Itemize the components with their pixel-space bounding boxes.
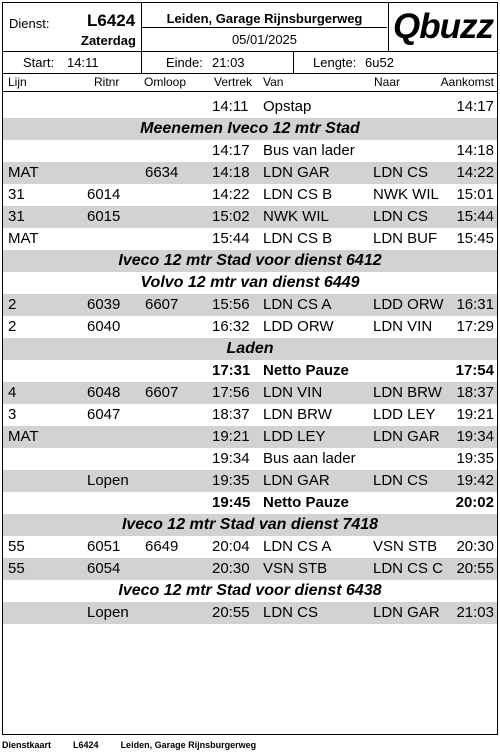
cell-van: LDN GAR [263, 472, 330, 489]
cell-van: LDD ORW [263, 318, 334, 335]
cell-van: Opstap [263, 98, 312, 115]
footer-garage: Leiden, Garage Rijnsburgerweg [120, 740, 257, 750]
col-van: Van [263, 75, 284, 89]
footer-card-label: Dienstkaart [2, 740, 52, 750]
info-divider [293, 51, 294, 73]
card-header [3, 3, 497, 52]
col-aankomst: Aankomst [440, 75, 494, 89]
cell-vertrek: 20:30 [212, 560, 250, 577]
einde-time: 21:03 [212, 55, 245, 70]
cell-ritnr: 6014 [87, 186, 121, 203]
cell-ritnr: 6051 [87, 538, 121, 555]
cell-lijn: 31 [8, 186, 25, 203]
start-label: Start: [23, 55, 55, 70]
section-title: Iveco 12 mtr Stad voor dienst 6438 [118, 582, 382, 599]
cell-van: Bus aan lader [263, 450, 356, 467]
cell-naar: VSN STB [373, 538, 438, 555]
cell-aankomst: 15:44 [456, 208, 494, 225]
cell-vertrek: 14:17 [212, 142, 250, 159]
cell-vertrek: 17:31 [212, 362, 251, 379]
cell-vertrek: 18:37 [212, 406, 250, 423]
cell-naar: LDN BUF [373, 230, 438, 247]
section-title: Meenemen Iveco 12 mtr Stad [140, 120, 360, 137]
cell-aankomst: 16:31 [456, 296, 494, 313]
cell-aankomst: 19:35 [456, 450, 494, 467]
cell-van: LDN GAR [263, 164, 330, 181]
trip-row [3, 382, 497, 404]
cell-naar: LDD ORW [373, 296, 444, 313]
cell-vertrek: 19:34 [212, 450, 250, 467]
page-footer [2, 740, 278, 750]
cell-vertrek: 15:44 [212, 230, 250, 247]
section-header [3, 272, 497, 294]
cell-naar: LDN BRW [373, 384, 442, 401]
dienst-code: L6424 [87, 11, 136, 30]
trip-list [3, 96, 497, 624]
garage-name: Leiden, Garage Rijnsburgerweg [166, 11, 363, 26]
trip-row [3, 140, 497, 162]
cell-ritnr: 6039 [87, 296, 121, 313]
cell-aankomst: 19:42 [456, 472, 494, 489]
cell-lijn: MAT [8, 164, 39, 181]
pause-row [3, 360, 497, 382]
cell-vertrek: 15:02 [212, 208, 250, 225]
cell-van: LDN CS A [263, 538, 332, 555]
einde-label: Einde: [166, 55, 203, 70]
start-time: 14:11 [67, 55, 99, 70]
cell-ritnr: 6015 [87, 208, 121, 225]
cell-omloop: 6634 [145, 164, 179, 181]
cell-naar: LDN VIN [373, 318, 433, 335]
cell-lijn: 31 [8, 208, 25, 225]
cell-vertrek: 19:35 [212, 472, 250, 489]
cell-naar: LDD LEY [373, 406, 436, 423]
trip-row [3, 558, 497, 580]
header-divider [142, 27, 387, 28]
section-header [3, 338, 497, 360]
section-header [3, 118, 497, 140]
qbuzz-logo: Qbuzz [393, 7, 493, 46]
cell-vertrek: 17:56 [212, 384, 250, 401]
cell-omloop: 6607 [145, 296, 179, 313]
cell-van: Netto Pauze [263, 494, 349, 511]
section-header [3, 514, 497, 536]
trip-row [3, 426, 497, 448]
cell-van: Netto Pauze [263, 362, 349, 379]
info-divider [141, 51, 142, 73]
cell-lijn: 3 [8, 406, 17, 423]
dienst-label: Dienst: [9, 16, 50, 31]
cell-aankomst: 14:17 [456, 98, 494, 115]
trip-row [3, 316, 497, 338]
service-date: 05/01/2025 [231, 32, 298, 47]
section-title: Iveco 12 mtr Stad van dienst 7418 [121, 516, 379, 533]
cell-vertrek: 14:18 [212, 164, 250, 181]
cell-aankomst: 19:34 [456, 428, 494, 445]
lengte-value: 6u52 [365, 55, 394, 70]
cell-aankomst: 17:29 [456, 318, 494, 335]
cell-van: LDN CS B [263, 230, 333, 247]
trip-row [3, 228, 497, 250]
cell-van: LDD LEY [263, 428, 326, 445]
cell-lijn: MAT [8, 428, 39, 445]
cell-aankomst: 18:37 [456, 384, 494, 401]
trip-row [3, 602, 497, 624]
trip-row [3, 96, 497, 118]
cell-lijn: 55 [8, 538, 25, 555]
cell-van: LDN CS [263, 604, 319, 621]
section-title: Iveco 12 mtr Stad voor dienst 6412 [118, 252, 382, 269]
cell-aankomst: 20:02 [455, 494, 494, 511]
cell-vertrek: 20:55 [212, 604, 250, 621]
section-header [3, 580, 497, 602]
cell-naar: LDN GAR [373, 428, 440, 445]
col-naar: Naar [374, 75, 401, 89]
cell-van: NWK WIL [263, 208, 329, 225]
trip-row [3, 470, 497, 492]
section-header [3, 250, 497, 272]
col-ritnr: Ritnr [94, 75, 120, 89]
lengte-label: Lengte: [313, 55, 357, 70]
dienst-day: Zaterdag [81, 33, 136, 48]
duty-info-bar [3, 51, 497, 74]
cell-naar: LDN CS C [373, 560, 444, 577]
cell-van: VSN STB [263, 560, 328, 577]
cell-aankomst: 20:55 [456, 560, 494, 577]
cell-omloop: 6607 [145, 384, 179, 401]
cell-vertrek: 19:45 [212, 494, 251, 511]
trip-row [3, 294, 497, 316]
cell-vertrek: 15:56 [212, 296, 250, 313]
cell-omloop: 6649 [145, 538, 179, 555]
cell-ritnr: Lopen [87, 472, 129, 489]
trip-row [3, 206, 497, 228]
trip-row [3, 448, 497, 470]
cell-aankomst: 21:03 [456, 604, 494, 621]
cell-vertrek: 14:11 [212, 98, 249, 115]
cell-aankomst: 14:18 [456, 142, 494, 159]
pause-row [3, 492, 497, 514]
cell-ritnr: Lopen [87, 604, 129, 621]
cell-van: Bus van lader [263, 142, 355, 159]
section-title: Laden [226, 340, 274, 357]
trip-row [3, 162, 497, 184]
cell-vertrek: 20:04 [212, 538, 250, 555]
cell-aankomst: 14:22 [456, 164, 494, 181]
section-title: Volvo 12 mtr van dienst 6449 [140, 274, 360, 291]
cell-naar: LDN CS [373, 208, 429, 225]
cell-van: LDN CS A [263, 296, 332, 313]
cell-aankomst: 20:30 [456, 538, 494, 555]
cell-van: LDN BRW [263, 406, 332, 423]
trip-row [3, 404, 497, 426]
cell-naar: LDN CS [373, 164, 429, 181]
cell-lijn: 2 [8, 318, 17, 335]
cell-aankomst: 17:54 [455, 362, 494, 379]
trip-row [3, 184, 497, 206]
cell-lijn: 4 [8, 384, 17, 401]
cell-naar: LDN CS [373, 472, 429, 489]
cell-naar: NWK WIL [373, 186, 439, 203]
cell-aankomst: 15:45 [456, 230, 494, 247]
cell-ritnr: 6048 [87, 384, 121, 401]
cell-vertrek: 14:22 [212, 186, 250, 203]
cell-aankomst: 15:01 [456, 186, 494, 203]
col-lijn: Lijn [8, 75, 27, 89]
footer-code: L6424 [73, 740, 99, 750]
cell-lijn: 2 [8, 296, 17, 313]
trip-row [3, 536, 497, 558]
cell-lijn: 55 [8, 560, 25, 577]
cell-lijn: MAT [8, 230, 39, 247]
duty-card [2, 2, 498, 735]
cell-van: LDN CS B [263, 186, 333, 203]
cell-ritnr: 6040 [87, 318, 121, 335]
cell-vertrek: 16:32 [212, 318, 250, 335]
col-omloop: Omloop [144, 75, 187, 89]
cell-aankomst: 19:21 [456, 406, 494, 423]
column-header [3, 74, 497, 92]
col-vertrek: Vertrek [214, 75, 253, 89]
cell-naar: LDN GAR [373, 604, 440, 621]
cell-vertrek: 19:21 [212, 428, 250, 445]
cell-van: LDN VIN [263, 384, 323, 401]
cell-ritnr: 6054 [87, 560, 121, 577]
cell-ritnr: 6047 [87, 406, 121, 423]
